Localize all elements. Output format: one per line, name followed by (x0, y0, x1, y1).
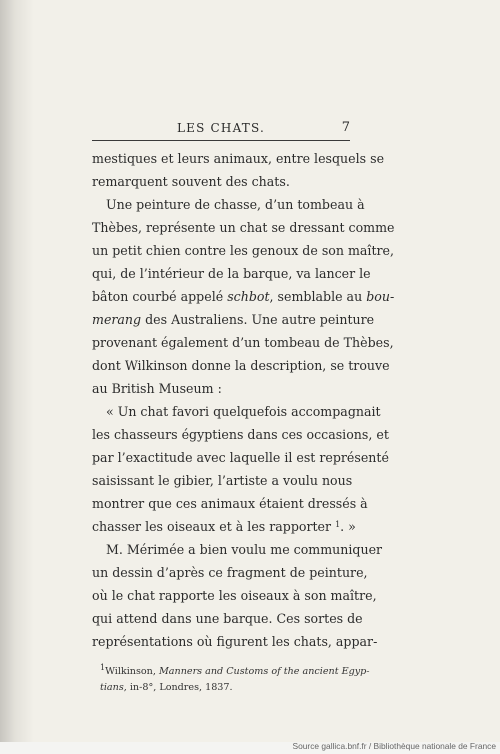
footnote-title: tians (100, 682, 124, 693)
footnote-marker: 1 (100, 663, 106, 672)
text-line: remarquent souvent des chats. (92, 174, 290, 189)
italic-term: bou- (366, 289, 395, 304)
text-line: un petit chien contre les genoux de son maître, (92, 243, 394, 258)
text-line (92, 515, 356, 538)
text-line: les chasseurs égyptiens dans ces occasions, et (92, 427, 389, 442)
text-line: « Un chat favori quelquefois accompagnait (106, 404, 381, 419)
text-line: provenant également d’un tombeau de Thèbes, (92, 335, 394, 350)
text-line: un dessin d’après ce fragment de peinture, (92, 565, 368, 580)
text-line: au British Museum : (92, 381, 222, 396)
footnote-line (100, 663, 370, 680)
text-line: mestiques et leurs animaux, entre lesquels se (92, 151, 385, 166)
footnote-text: , in-8°, Londres, 1837. (123, 682, 233, 693)
page-gutter-shadow (0, 0, 34, 742)
text-line: saisissant le gibier, l’artiste a voulu nous (92, 473, 353, 488)
italic-term: merang (92, 312, 142, 327)
text-fragment: , semblable au (269, 289, 363, 304)
text-line: Thèbes, représente un chat se dressant comme (92, 220, 395, 235)
text-line: Une peinture de chasse, d’un tombeau à (106, 197, 365, 212)
text-fragment: chasser les oiseaux et à les rapporter (92, 519, 332, 534)
text-fragment: . » (340, 519, 356, 534)
page-number: 7 (341, 120, 350, 135)
running-title: LES CHATS. (176, 121, 266, 135)
text-line (92, 308, 375, 331)
italic-term: schbot (227, 289, 270, 304)
text-line: représentations où figurent les chats, appar- (92, 634, 378, 649)
text-line (92, 285, 395, 308)
footnote-text: Wilkinson, (105, 666, 156, 677)
footnote-title: Manners and Customs of the ancient Egyp- (158, 666, 370, 677)
text-line: dont Wilkinson donne la description, se trouve (92, 358, 390, 373)
running-header (92, 120, 350, 138)
footnote-ref: 1 (335, 520, 341, 529)
text-line: par l’exactitude avec laquelle il est représenté (92, 450, 389, 465)
text-line: M. Mérimée a bien voulu me communiquer (106, 542, 383, 557)
text-fragment: des Australiens. Une autre peinture (145, 312, 375, 327)
text-fragment: bâton courbé appelé (92, 289, 224, 304)
footnote-line (100, 680, 350, 696)
header-rule (92, 140, 350, 141)
text-line: montrer que ces animaux étaient dressés à (92, 496, 368, 511)
text-line: qui, de l’intérieur de la barque, va lancer le (92, 266, 371, 281)
text-line: où le chat rapporte les oiseaux à son maître, (92, 588, 377, 603)
source-credit: Source gallica.bnf.fr / Bibliothèque nationale de France (292, 741, 496, 751)
text-line: qui attend dans une barque. Ces sortes de (92, 611, 363, 626)
